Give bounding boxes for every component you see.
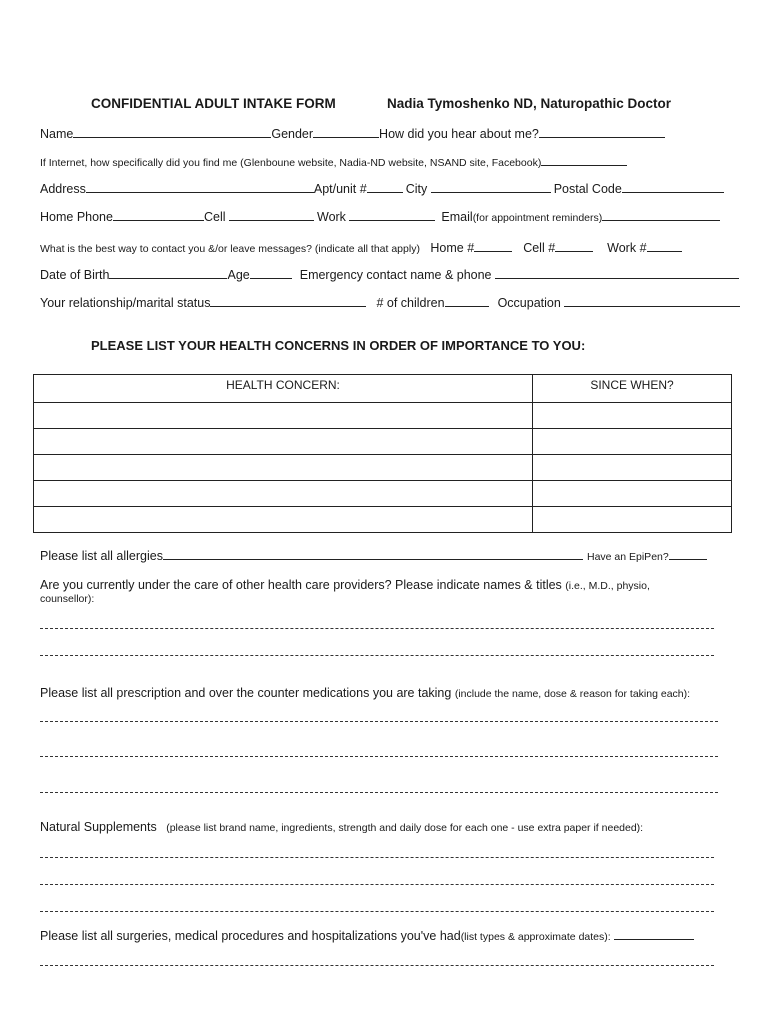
- occupation-field[interactable]: [564, 296, 740, 307]
- supplements-line-3[interactable]: [40, 911, 714, 912]
- supplements-line-1[interactable]: [40, 857, 714, 858]
- internet-hint-label: If Internet, how specifically did you find me (Glenboune website, Nadia-ND website, NSAND site, Facebook): [40, 157, 542, 169]
- emergency-field[interactable]: [495, 268, 739, 279]
- concern-cell[interactable]: [34, 429, 533, 455]
- epipen-label: Have an EpiPen?: [586, 551, 669, 563]
- email-field[interactable]: [602, 210, 720, 221]
- practitioner-name: Nadia Tymoshenko ND, Naturopathic Doctor: [387, 96, 672, 111]
- contact-question: What is the best way to contact you &/or leave messages? (indicate all that apply): [40, 243, 420, 255]
- providers-question: Are you currently under the care of other health care providers? Please indicate names & titles: [40, 578, 562, 592]
- supplements-question: Natural Supplements: [40, 820, 157, 834]
- postal-label: Postal Code: [553, 182, 622, 196]
- postal-field[interactable]: [622, 182, 724, 193]
- providers-cont: counsellor):: [40, 593, 95, 605]
- cell-field[interactable]: [229, 210, 314, 221]
- home-phone-label: Home Phone: [40, 210, 113, 224]
- dob-label: Date of Birth: [40, 268, 110, 282]
- medications-line-3[interactable]: [40, 792, 718, 793]
- supplements-line-2[interactable]: [40, 884, 714, 885]
- home-phone-field[interactable]: [113, 210, 204, 221]
- since-cell[interactable]: [533, 429, 732, 455]
- hear-about-label: How did you hear about me?: [379, 127, 539, 141]
- emergency-label: Emergency contact name & phone: [299, 268, 492, 282]
- relationship-row: [40, 296, 740, 310]
- col-since-when: SINCE WHEN?: [533, 375, 732, 403]
- concern-cell[interactable]: [34, 507, 533, 533]
- name-label: Name: [40, 127, 74, 141]
- table-row: [34, 403, 732, 429]
- concern-cell[interactable]: [34, 403, 533, 429]
- table-row: [34, 455, 732, 481]
- surgeries-line-1[interactable]: [40, 965, 714, 966]
- children-label: # of children: [376, 296, 445, 310]
- children-field[interactable]: [445, 296, 489, 307]
- gender-label: Gender: [271, 127, 314, 141]
- since-cell[interactable]: [533, 507, 732, 533]
- allergies-row: [40, 549, 707, 563]
- since-cell[interactable]: [533, 455, 732, 481]
- providers-row: [40, 578, 650, 592]
- since-cell[interactable]: [533, 481, 732, 507]
- age-label: Age: [227, 268, 250, 282]
- work-field[interactable]: [349, 210, 435, 221]
- address-row: [40, 182, 724, 196]
- surgeries-question: Please list all surgeries, medical procedures and hospitalizations you've had: [40, 929, 461, 943]
- medications-note: (include the name, dose & reason for taking each):: [454, 688, 691, 700]
- relationship-field[interactable]: [210, 296, 366, 307]
- allergies-field[interactable]: [163, 549, 583, 560]
- medications-question: Please list all prescription and over the counter medications you are taking: [40, 686, 452, 700]
- contact-cell-label: Cell #: [523, 241, 556, 255]
- providers-line-2[interactable]: [40, 655, 714, 656]
- gender-field[interactable]: [313, 127, 379, 138]
- table-header-row: [34, 375, 732, 403]
- table-row: [34, 429, 732, 455]
- relationship-label: Your relationship/marital status: [40, 296, 211, 310]
- table-row: [34, 481, 732, 507]
- dob-field[interactable]: [109, 268, 227, 279]
- supplements-note: (please list brand name, ingredients, strength and daily dose for each one - use extra paper if needed):: [166, 822, 644, 834]
- contact-work-field[interactable]: [647, 241, 682, 252]
- medications-line-2[interactable]: [40, 756, 718, 757]
- occupation-label: Occupation: [497, 296, 561, 310]
- hear-about-field[interactable]: [539, 127, 665, 138]
- allergies-label: Please list all allergies: [40, 549, 163, 563]
- surgeries-row: [40, 929, 694, 943]
- internet-row: [40, 155, 627, 169]
- providers-note: (i.e., M.D., physio,: [565, 580, 650, 592]
- contact-cell-field[interactable]: [555, 241, 593, 252]
- phone-row: [40, 210, 720, 224]
- epipen-field[interactable]: [669, 549, 707, 560]
- apt-label: Apt/unit #: [313, 182, 367, 196]
- address-field[interactable]: [86, 182, 314, 193]
- medications-row: [40, 686, 690, 700]
- name-field[interactable]: [73, 127, 271, 138]
- surgeries-note: (list types & approximate dates):: [460, 931, 611, 943]
- concern-cell[interactable]: [34, 455, 533, 481]
- supplements-row: [40, 820, 643, 834]
- contact-home-field[interactable]: [474, 241, 512, 252]
- city-field[interactable]: [431, 182, 551, 193]
- contact-row: [40, 239, 682, 257]
- concerns-heading: PLEASE LIST YOUR HEALTH CONCERNS IN ORDER OF IMPORTANCE TO YOU:: [91, 338, 586, 353]
- form-title: CONFIDENTIAL ADULT INTAKE FORM: [91, 96, 336, 111]
- contact-home-label: Home #: [430, 241, 475, 255]
- medications-line-1[interactable]: [40, 721, 718, 722]
- dob-row: [40, 268, 739, 282]
- age-field[interactable]: [250, 268, 292, 279]
- since-cell[interactable]: [533, 403, 732, 429]
- apt-field[interactable]: [367, 182, 403, 193]
- col-health-concern: HEALTH CONCERN:: [34, 375, 533, 403]
- address-label: Address: [40, 182, 86, 196]
- concerns-table: [33, 374, 732, 533]
- email-note: (for appointment reminders): [472, 212, 603, 224]
- email-label: Email: [441, 210, 473, 224]
- contact-work-label: Work #: [607, 241, 647, 255]
- table-row: [34, 507, 732, 533]
- name-row: [40, 127, 665, 141]
- cell-label: Cell: [203, 210, 226, 224]
- work-label: Work: [317, 210, 346, 224]
- internet-field[interactable]: [541, 155, 627, 166]
- surgeries-field[interactable]: [614, 929, 694, 940]
- city-label: City: [405, 182, 428, 196]
- concern-cell[interactable]: [34, 481, 533, 507]
- providers-line-1[interactable]: [40, 628, 714, 629]
